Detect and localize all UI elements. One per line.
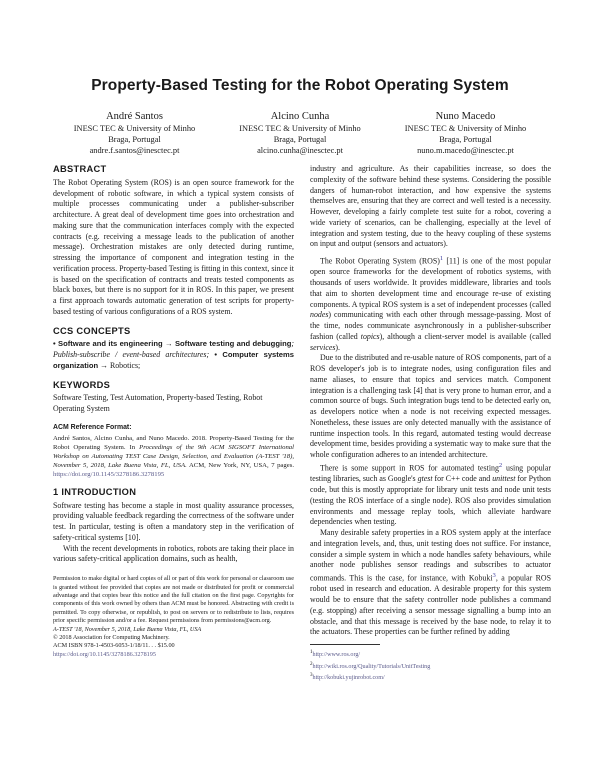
author-block: [52, 110, 548, 157]
body-paragraph-2: The Robot Operating System (ROS)$^1$ [11] is one of the most popular open source frameworks for the development of robotics systems, with thousands of users worldwide. It provides middleware, libraries and tools that aim to shorten development time and encourage re-use of existing components. A typical ROS system is a set of independent processes (called nodes) communicating with each other through message-passing. Most of the time, nodes communicate asynchronously in a publisher-subscriber fashion (called topics), although a client-server model is available (called services).: [310, 255, 551, 352]
doi-footer-link[interactable]: https://doi.org/10.1145/3278186.3278195: [53, 650, 156, 658]
acm-ref-tail: ACM, New York, NY, USA, 7 pages.: [186, 461, 294, 469]
author-name: Nuno Macedo: [435, 111, 496, 122]
ccs-item-2-detail: → Robotics;: [98, 360, 141, 370]
author-email[interactable]: andre.f.santos@inesctec.pt: [89, 146, 180, 156]
acm-ref-heading: ACM Reference Format:: [53, 423, 132, 431]
acm-ref-doi-link[interactable]: https://doi.org/10.1145/3278186.3278195: [53, 470, 165, 478]
conference-line: A-TEST '18, November 5, 2018, Lake Buena Vista, FL, USA: [53, 625, 202, 633]
acm-ref-authors: André Santos, Alcino Cunha, and Nuno Macedo. 2018. Property-Based Testing for the Robot Operating System. In: [53, 434, 294, 451]
author-2: [218, 110, 383, 157]
ccs-item-2: • Computer systems organization: [53, 350, 295, 370]
footnote-ref-3[interactable]: 3: [492, 572, 496, 579]
footnote-ref-1[interactable]: 1: [439, 255, 444, 262]
author-location: Braga, Portugal: [439, 135, 492, 145]
footnote-ref-2[interactable]: 2: [498, 461, 503, 469]
left-column: [53, 164, 294, 659]
author-name: Alcino Cunha: [270, 111, 330, 122]
right-column: [310, 164, 551, 682]
body-paragraph-4: There is some support in ROS for automated testing$^2$ using popular testing libraries, such as Google's gtest for C++ code and unittest for Python code, but this is mostly appropriate for library unit tests and node unit tests (testing the ROS interface of a single node). ROS also provides simulation environments and message replay tools, which alleviate hardware dependencies when testing.: [310, 461, 551, 527]
ccs-item-1-detail: ; Publish-subscribe / event-based architectures;: [53, 339, 294, 359]
ccs-heading: CCS CONCEPTS: [53, 325, 131, 336]
keywords-heading: KEYWORDS: [53, 379, 111, 390]
author-location: Braga, Portugal: [273, 135, 327, 145]
body-paragraph-5: Many desirable safety properties in a ROS system apply at the interface and integration levels, and, thus, unit testing does not suffice. For instance, consider a simple system in which a node handles safety behaviours, while another node publishes sensor readings and subscribes to actuator commands. This is the case, for instance, with Kobuki$^3$, a popular ROS robot used in research and education. A desirable property for this system would be to ensure that the safety controller node publishes a command (e.g. stopping) after receiving a sensor message signalling a bump into an obstacle, and that this message is received by the base node, to relay it to the actuators. These properties can be further refined by adding: [310, 528, 551, 637]
author-email[interactable]: nuno.m.macedo@inesctec.pt: [417, 146, 514, 156]
author-affiliation: INESC TEC & University of Minho: [73, 124, 196, 133]
body-paragraph-1: industry and agriculture. As their capabilities increase, so does the complexity of the software behind these systems. Considering the possible dangers of human-robot interaction, and how expensive the systems themselves are, ensuring that they are correct and well tested is a necessity. However, developing a fairly complete test suite for a robot, covering a wide variety of scenarios, can be challenging, especially at the level of integration and system testing, due to the heavy coupling of these systems on input and output (sensors and actuators).: [310, 164, 551, 249]
permission-notice: Permission to make digital or hard copies of all or part of this work for personal or classroom use is granted without fee provided that copies are not made or distributed for profit or commercial advantage and that copies bear this notice and the full citation on the first page. Copyrights for components of this work owned by others than ACM must be honored. Abstracting with credit is permitted. To copy otherwise, or republish, to post on servers or to redistribute to lists, requires prior specific permission and/or a fee. Request permissions from permissions@acm.org.: [53, 575, 294, 625]
author-3: [383, 110, 548, 157]
intro-heading: 1 INTRODUCTION: [53, 486, 137, 497]
ccs-text: [53, 339, 294, 371]
author-email[interactable]: alcino.cunha@inesctec.pt: [257, 146, 343, 156]
footnote-2: $^2$http://wiki.ros.org/Quality/Tutorials/UnitTesting: [310, 660, 431, 670]
author-1: [52, 110, 217, 157]
footnote-divider: [310, 644, 380, 645]
author-location: Braga, Portugal: [108, 135, 161, 145]
footnote-3: $^3$http://kobuki.yujinrobot.com/: [310, 672, 385, 682]
copyright-line: © 2018 Association for Computing Machinery.: [53, 634, 170, 642]
author-affiliation: INESC TEC & University of Minho: [404, 124, 527, 133]
acm-ref-text: [53, 434, 294, 479]
isbn-line: ACM ISBN 978-1-4503-6053-1/18/11. . . $15.00: [53, 642, 175, 650]
author-affiliation: INESC TEC & University of Minho: [239, 124, 361, 133]
footnote-1: $^1$http://www.ros.org/: [310, 649, 361, 659]
intro-paragraph-1: Software testing has become a staple in most quality assurance processes, providing valuable feedback regarding the correctness of the software under test. In particular, testing is often a mandatory step in the verification of safety-critical systems [10].: [53, 500, 294, 542]
body-paragraph-3: Due to the distributed and re-usable nature of ROS components, part of a ROS developer's job is to integrate nodes, using configuration files and name aliases, to ensure that topics and services match. Component integration is a challenging task [4] that is very prone to human error, and a common source of bugs. Such integration bugs tend to be detected early on, as developers notice when a node is not receiving expected messages. Nonetheless, these issues are only detected manually with the assistance of runtime inspection tools. In this regard, automated testing would decrease development time, besides providing a systematic way to make sure that the whole configuration adheres to an intended architecture.: [310, 353, 551, 460]
abstract-text: The Robot Operating System (ROS) is an open source framework for the development of robotic software, in which a typical system consists of multiple processes communicating under a publisher-subscriber architecture. A great deal of development time goes into orchestration and making sure that the communication interfaces comply with the expected contracts (e.g. receiving a message leads to the publication of another message). Orchestration mistakes are only detected during runtime, stressing the importance of component and integration testing in the verification process. Property-based Testing is fitting in this context, since it is based on the specification of contracts and treats tested components as black boxes, but there is no support for it in ROS. In this paper, we present a first approach towards automatic generation of test scripts for property-based testing of various configurations of a ROS system.: [53, 177, 294, 316]
intro-paragraph-2: With the recent developments in robotics, robots are taking their place in various safety-critical application domains, such as health,: [53, 543, 294, 564]
keywords-text: Software Testing, Test Automation, Property-based Testing, Robot Operating System: [53, 393, 263, 413]
author-name: André Santos: [106, 111, 163, 122]
abstract-heading: ABSTRACT: [53, 164, 107, 174]
acm-ref-proceedings: Proceedings of the 9th ACM SIGSOFT International Workshop on Automating TEST Case Design, Selection, and Evaluation (A-TEST '18), November 5, 2018, Lake Buena Vista, FL, USA.: [53, 443, 295, 469]
paper-title: Property-Based Testing for the Robot Operating System: [91, 77, 509, 94]
ccs-item-1: • Software and its engineering → Software testing and debugging: [53, 339, 292, 349]
